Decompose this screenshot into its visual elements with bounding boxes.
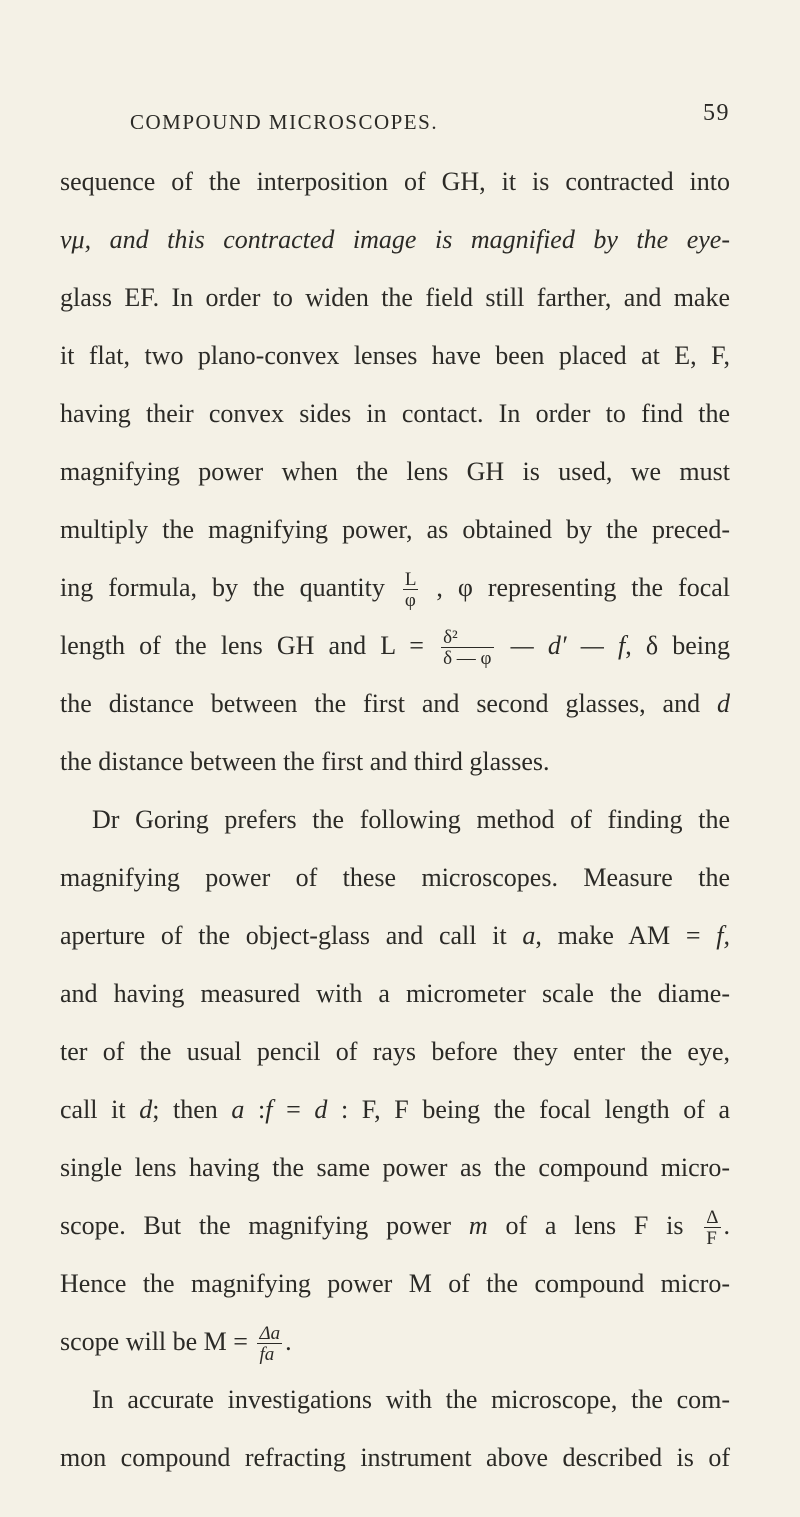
fraction-magnifying-power	[257, 1324, 282, 1364]
formula-text: , δ being	[625, 631, 731, 660]
variable-d: d	[717, 689, 731, 718]
formula-line: scope. But the magnifying power m of a lens F is $\frac{\Delta}{F}$ .	[60, 1207, 731, 1250]
variable-a: a	[522, 921, 536, 950]
text-line: magnifying power of these microscopes. Measure the	[60, 863, 730, 892]
fraction-delta-over-F	[704, 1208, 720, 1248]
variable-d: d	[314, 1095, 328, 1124]
fraction-numerator: Δ	[706, 1207, 719, 1229]
fraction-denominator: φ	[403, 589, 419, 610]
greek-nu-mu: νμ, and this contracted image is magnified by the eye-	[60, 225, 730, 254]
variable-f: f,	[716, 921, 730, 950]
text-line: glass EF. In order to widen the field still farther, and make	[60, 283, 730, 312]
text-line: it flat, two plano-convex lenses have been placed at E, F,	[60, 341, 730, 370]
formula-text: , φ representing the focal	[436, 573, 730, 602]
text-line: the distance between the first and second glasses, and d	[60, 689, 731, 718]
formula-text: length of the lens GH and L =	[60, 631, 424, 660]
text-line: call it d; then a :f = d : F, F being the focal length of a	[60, 1095, 731, 1124]
running-head: COMPOUND MICROSCOPES.	[130, 110, 439, 134]
text-line: ter of the usual pencil of rays before they enter the eye,	[60, 1037, 730, 1066]
fraction-delta-squared	[441, 628, 493, 668]
variable-f: f	[265, 1095, 273, 1124]
fraction-denominator: F	[704, 1227, 720, 1248]
formula-text: — d′ —	[510, 631, 604, 660]
text-line: single lens having the same power as the compound micro-	[60, 1153, 730, 1182]
formula-line	[60, 626, 730, 684]
formula-text: ing formula, by the quantity	[60, 573, 385, 602]
fraction-denominator: fa	[257, 1343, 282, 1364]
text-line: mon compound refracting instrument above described is of	[60, 1443, 730, 1472]
formula-line	[60, 568, 730, 626]
text-line: sequence of the interposition of GH, it is contracted into	[60, 167, 730, 196]
text-line: and having measured with a micrometer scale the diame-	[60, 979, 730, 1008]
fraction-L-over-phi	[403, 570, 419, 610]
fraction-numerator: Δa	[259, 1323, 281, 1345]
formula-line: scope will be M = $\frac{\Delta a}{fa}$ .	[60, 1323, 292, 1366]
text-line: the distance between the first and third glasses.	[60, 747, 550, 776]
text-line	[60, 220, 730, 278]
variable-f: f	[617, 631, 626, 660]
variable-d: d	[139, 1095, 153, 1124]
text-line: Dr Goring prefers the following method of finding the	[92, 805, 730, 834]
text-line: multiply the magnifying power, as obtained by the preced-	[60, 515, 730, 544]
text-line: In accurate investigations with the microscope, the com-	[92, 1385, 730, 1414]
page-number: 59	[703, 100, 730, 126]
text-line: having their convex sides in contact. In order to find the	[60, 399, 730, 428]
text-line: magnifying power when the lens GH is used, we must	[60, 457, 730, 486]
text-line: aperture of the object-glass and call it a, make AM = f,	[60, 921, 730, 950]
body-text	[60, 162, 730, 1496]
fraction-denominator: δ — φ	[443, 648, 492, 670]
fraction-numerator: δ²	[443, 627, 458, 649]
variable-m: m	[468, 1211, 488, 1240]
fraction-numerator: L	[404, 569, 417, 591]
variable-a: a	[231, 1095, 245, 1124]
text-line: Hence the magnifying power M of the compound micro-	[60, 1269, 730, 1298]
